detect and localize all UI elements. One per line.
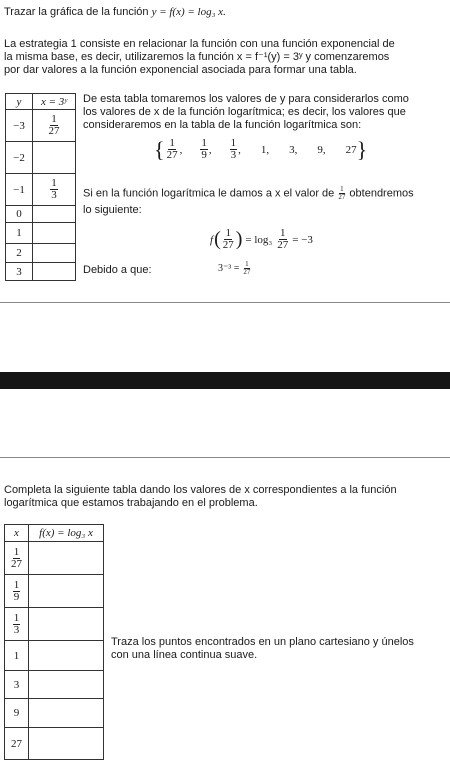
table-row <box>5 542 104 575</box>
cell-y: 1 <box>6 223 33 244</box>
set-value: 3, <box>289 143 298 156</box>
para2-text: obtendremos <box>346 187 414 200</box>
cell-x <box>33 174 76 206</box>
frac-num: 1 <box>230 137 237 149</box>
table-row <box>6 174 76 206</box>
para2-line-2: lo siguiente: <box>83 204 142 216</box>
table-row <box>5 641 104 671</box>
header-y: y <box>6 94 33 110</box>
strategy-line-3: por dar valores a la función exponencial asociada para formar una tabla. <box>4 64 357 76</box>
frac-den: 3 <box>230 149 237 161</box>
set-frac <box>230 138 238 161</box>
instr-line-1: Completa la siguiente tabla dando los valores de x correspondientes a la función <box>4 484 397 496</box>
frac-den: 27 <box>338 193 346 201</box>
cell-x: 27 <box>5 728 29 760</box>
eq-mid: = log₃ <box>245 233 273 246</box>
para2-text: Si en la función logarítmica le damos a x el valor de <box>83 187 338 200</box>
cell-fx-empty <box>29 575 104 608</box>
because-label: Debido a que: <box>83 264 152 276</box>
frac-den: 27 <box>243 268 251 276</box>
frac-num: 1 <box>13 578 20 591</box>
inline-frac <box>337 186 346 201</box>
cell-y: 0 <box>6 206 33 223</box>
table-row <box>5 728 104 760</box>
strategy-line-1: La estrategia 1 consiste en relacionar la función con una función exponencial de <box>4 38 395 50</box>
frac-den: 27 <box>222 239 234 251</box>
trace-line-2: con una línea continua suave. <box>111 649 258 661</box>
open-paren: ( <box>214 228 221 250</box>
cell-x <box>5 542 29 575</box>
strategy-paragraph <box>4 38 448 77</box>
frac-num: 1 <box>340 185 344 193</box>
cell-fx-empty <box>29 542 104 575</box>
frac-den: 3 <box>13 623 20 636</box>
frac-num: 1 <box>13 545 20 558</box>
divider-bottom <box>0 457 450 458</box>
cell-y: 2 <box>6 244 33 263</box>
set-frac <box>166 138 179 161</box>
para1-line-1: De esta tabla tomaremos los valores de y para considerarlos como <box>83 93 409 105</box>
close-paren: ) <box>235 228 243 250</box>
cell-y: −3 <box>6 110 33 142</box>
set-value: 1, <box>260 143 270 156</box>
instruction-paragraph <box>4 484 450 510</box>
trace-line-1: Traza los puntos encontrados en un plano cartesiano y únelos <box>111 636 414 648</box>
eq-f: f <box>210 233 214 246</box>
table-header-row <box>6 94 76 110</box>
frac-den: 9 <box>13 590 20 603</box>
explanation-paragraph-2 <box>83 186 449 217</box>
table-header-row <box>5 525 104 542</box>
close-brace: } <box>356 136 368 162</box>
values-set: { $\frac{1}{27}$ , $\frac{1}{9}$ , $\frac{1}{3}$ , 1, 3, 9, 27 } <box>154 136 368 162</box>
set-frac <box>200 138 208 161</box>
cell-x-empty <box>33 223 76 244</box>
table-row <box>5 699 104 728</box>
cell-x <box>5 608 29 641</box>
cell-x: 1 <box>5 641 29 671</box>
table-row <box>5 575 104 608</box>
frac-den: 27 <box>277 239 289 251</box>
header-x: x = 3ʸ <box>33 94 76 110</box>
frac-num: 1 <box>245 260 249 268</box>
frac-den: 27 <box>11 557 22 570</box>
eq-frac <box>222 228 235 251</box>
cell-x-empty <box>33 142 76 174</box>
cell-fx-empty <box>29 641 104 671</box>
table-row <box>6 142 76 174</box>
because-equation <box>218 261 251 276</box>
header-f: f(x) = log₃ x <box>29 525 104 542</box>
table-row <box>6 223 76 244</box>
divider-top <box>0 302 450 303</box>
trace-instruction <box>111 636 449 662</box>
black-separator-bar <box>0 372 450 389</box>
cell-fx-empty <box>29 699 104 728</box>
frac-num: 1 <box>51 113 57 125</box>
table-row <box>6 110 76 142</box>
set-value: 9, <box>317 143 326 156</box>
cell-x: 3 <box>5 671 29 699</box>
table-row <box>6 206 76 223</box>
cell-fx-empty <box>29 671 104 699</box>
frac-den: 9 <box>201 149 207 161</box>
strategy-line-2: la misma base, es decir, utilizaremos la función x = f⁻¹(y) = 3ʸ y comenzaremos <box>4 51 390 63</box>
cell-x <box>33 110 76 142</box>
cell-y: −1 <box>6 174 33 206</box>
cell-x-empty <box>33 263 76 281</box>
cell-fx-empty <box>29 608 104 641</box>
frac-num: 1 <box>169 137 175 149</box>
frac-num: 1 <box>51 177 57 189</box>
set-value: 27 <box>345 143 357 156</box>
explanation-paragraph-1 <box>83 93 449 132</box>
because-frac <box>242 261 251 276</box>
table-row <box>6 244 76 263</box>
log-table <box>4 524 104 760</box>
title-prefix: Trazar la gráfica de la función <box>4 6 152 18</box>
table-row <box>6 263 76 281</box>
log-equation <box>210 228 313 251</box>
open-brace: { <box>154 136 165 162</box>
because-eq: 3⁻³ = <box>218 263 240 274</box>
para1-line-2: los valores de x de la función logarítmica; es decir, los valores que <box>83 106 406 118</box>
frac-num: 1 <box>225 227 231 239</box>
eq-result: = −3 <box>292 233 313 246</box>
para1-line-3: consideraremos en la tabla de la función logarítmica son: <box>83 119 362 131</box>
frac-den: 27 <box>166 149 178 161</box>
cell-x <box>5 575 29 608</box>
cell-y: −2 <box>6 142 33 174</box>
cell-x-empty <box>33 244 76 263</box>
eq-frac <box>276 228 289 251</box>
title-math: y = f(x) = log₃ x. <box>151 6 226 18</box>
cell-y: 3 <box>6 263 33 281</box>
cell-x: 9 <box>5 699 29 728</box>
table-row <box>5 608 104 641</box>
title-line <box>4 6 226 19</box>
cell-fx-empty <box>29 728 104 760</box>
instr-line-2: logarítmica que estamos trabajando en el problema. <box>4 497 258 509</box>
header-x: x <box>5 525 29 542</box>
frac-num: 1 <box>201 137 207 149</box>
frac-den: 27 <box>48 125 60 137</box>
cell-x-empty <box>33 206 76 223</box>
frac-den: 3 <box>51 189 57 201</box>
table-row <box>5 671 104 699</box>
para2-line-1 <box>83 186 449 201</box>
exponential-table <box>5 93 76 281</box>
frac-num: 1 <box>280 227 286 239</box>
frac-num: 1 <box>13 611 20 624</box>
